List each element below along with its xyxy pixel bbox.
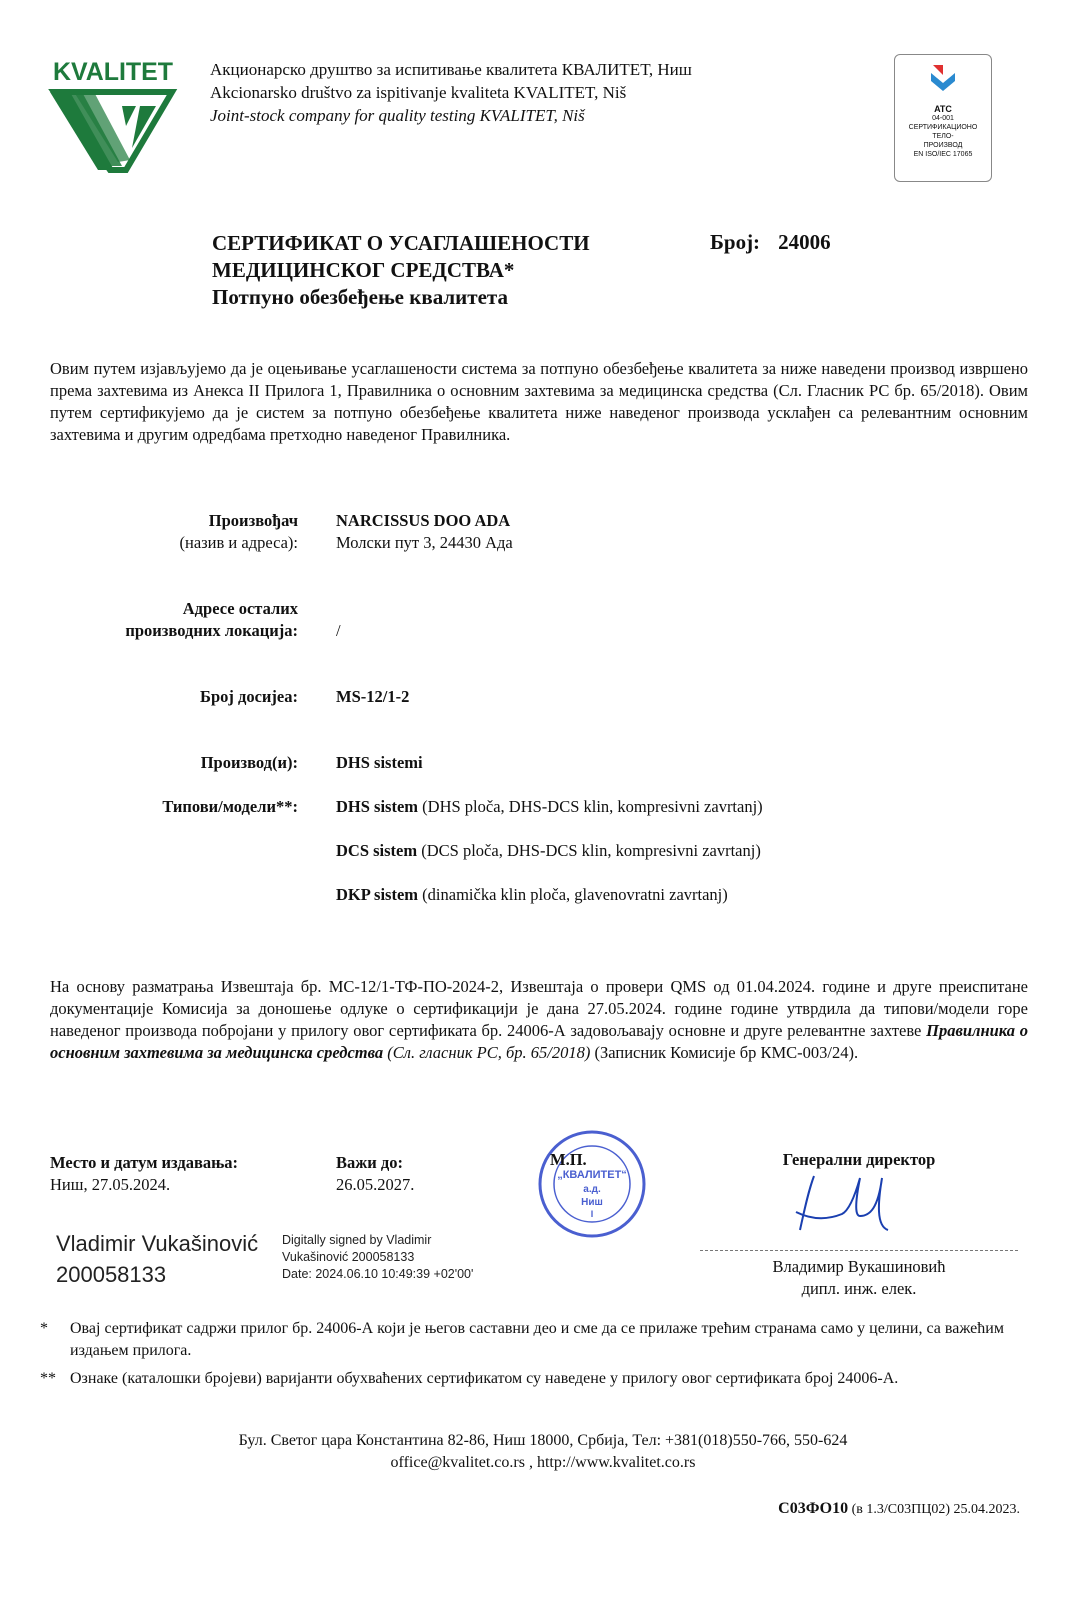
models-row (0, 796, 1086, 906)
intro-paragraph: Овим путем изјављујемо да је оцењивање усаглашености система за потпуно обезбеђење квалитета за ниже наведени производ извршено према захтевима из Анекса II Прилога 1, Правилника о основним захтевима за медицинска средства (Сл. Гласник РС бр. 65/2018). Овим путем сертификујемо да је систем за потпуно обезбеђење квалитета ниже наведеног производа усклађен са релевантним основним захтевима и другим одредбама претходно наведеног Правилника. (50, 359, 1028, 444)
company-stamp (536, 1128, 648, 1240)
model-item (336, 796, 763, 818)
other-sites-row (0, 598, 1086, 642)
place-date-label: Место и датум издавања: (50, 1153, 239, 1172)
director-name: Владимир Вукашиновић (772, 1257, 946, 1276)
footnote-text: Овај сертификат садржи прилог бр. 24006-А који је његов саставни део и сме да се прилаже трећим странама само у целини, са важећим издањем прилога. (70, 1320, 1004, 1359)
atc-icon (925, 61, 961, 97)
number-value: 24006 (778, 230, 831, 254)
other-sites-label-2: производних локација: (125, 621, 298, 640)
svg-text:а.д.: а.д. (583, 1184, 601, 1195)
kvalitet-logo (48, 56, 178, 174)
company-address (0, 1430, 1086, 1474)
regulation-name: Правилника о основним захтевима за медицинска средства (50, 1021, 1028, 1062)
title-line-2: МЕДИЦИНСКОГ СРЕДСТВА* (212, 258, 515, 282)
manufacturer-address: Молски пут 3, 24430 Ада (336, 533, 513, 552)
model-name: DHS sistem (336, 797, 419, 816)
footnote (40, 1368, 1030, 1390)
number-label: Број: (710, 230, 761, 254)
dossier-value: MS-12/1-2 (336, 687, 410, 706)
footnote (40, 1318, 1030, 1362)
director-degree: дипл. инж. елек. (801, 1279, 917, 1298)
director-name-block (700, 1256, 1018, 1300)
stamp-mark: М.П. (550, 1150, 587, 1169)
badge-standard: EN ISO/IEC 17065 (913, 151, 973, 158)
handwritten-signature-icon (786, 1172, 896, 1239)
gazette-ref: (Сл. гласник РС, бр. 65/2018) (383, 1043, 591, 1062)
products-value: DHS sistemi (336, 753, 423, 772)
address-line: Бул. Светог цара Константина 82-86, Ниш 18000, Србија, Тел: +381(018)550-766, 550-624 (238, 1432, 848, 1449)
certificate-title (212, 230, 590, 311)
org-name-english: Joint-stock company for quality testing KVALITET, Niš (210, 106, 585, 125)
footnote-text: Ознаке (каталошки бројеви) варијанти обухваћених сертификатом су наведене у прилогу овог сертификата број 24006-А. (70, 1370, 899, 1387)
other-sites-label-1: Адресе осталих (182, 599, 298, 618)
place-date-value: Ниш, 27.05.2024. (50, 1175, 171, 1194)
decision-text: На основу разматрања Извештаја бр. МС-12/1-ТФ-ПО-2024-2, Извештаја о провери QMS од 01.04.2024. године и друге преиспитане документације Комисија за доношење одлуке о сертификацији је дана 27.05.2024. године године утврдила да типови/модели горе наведеног производа побројани у прилогу овог сертификата бр. 24006-А задовољавају основне и друге релевантне захтеве (50, 977, 1028, 1040)
model-name: DCS sistem (336, 841, 418, 860)
digsig-line-1: Digitally signed by Vladimir (282, 1233, 432, 1247)
model-detail: (DHS ploča, DHS-DCS klin, kompresivni zavrtanj) (418, 797, 763, 816)
products-label: Производ(и): (200, 753, 298, 772)
model-item (336, 884, 728, 906)
digital-signature-details (282, 1232, 473, 1283)
footnote-mark: ** (40, 1370, 56, 1387)
models-label: Типови/модели**: (162, 797, 298, 816)
minutes-ref: (Записник Комисије бр КМС-003/24). (590, 1043, 859, 1062)
signer-id: 200058133 (56, 1262, 167, 1287)
form-code-version: (в 1.3/С03ПЦ02) (848, 1502, 950, 1517)
model-detail: (DCS ploča, DHS-DCS klin, kompresivni zavrtanj) (417, 841, 761, 860)
badge-code: 04-001 (932, 115, 954, 122)
form-code (778, 1500, 1020, 1518)
model-name: DKP sistem (336, 885, 419, 904)
model-item (336, 840, 761, 862)
manufacturer-sublabel: (назив и адреса): (179, 533, 298, 552)
footnote-mark: * (40, 1320, 48, 1337)
digsig-line-2: Vukašinović 200058133 (282, 1250, 415, 1264)
org-name-cyrillic: Акционарско друштво за испитивање квалитета КВАЛИТЕТ, Ниш (210, 60, 692, 79)
title-line-3: Потпуно обезбеђење квалитета (212, 285, 508, 309)
dossier-label: Број досијеа: (200, 687, 298, 706)
form-code-date: 25.04.2023. (950, 1502, 1020, 1517)
digsig-line-3: Date: 2024.06.10 10:49:39 +02'00' (282, 1267, 474, 1281)
issue-place-date (50, 1152, 238, 1196)
manufacturer-row (0, 510, 1086, 554)
products-row (0, 752, 1086, 774)
signer-name: Vladimir Vukašinović (56, 1231, 259, 1256)
badge-line1: СЕРТИФИКАЦИОНО (908, 124, 978, 131)
accreditation-badge (894, 54, 992, 182)
badge-line2: ТЕЛО- (932, 133, 954, 140)
svg-text:Ниш: Ниш (581, 1197, 603, 1208)
certificate-number (710, 230, 831, 255)
svg-text:KVALITET: KVALITET (53, 58, 173, 86)
contact-line[interactable]: office@kvalitet.co.rs , http://www.kvalitet.co.rs (390, 1454, 696, 1471)
other-sites-value: / (336, 621, 341, 640)
validity (336, 1152, 414, 1196)
form-code-id: С03ФО10 (778, 1500, 849, 1517)
svg-text:„КВАЛИТЕТ“: „КВАЛИТЕТ“ (557, 1169, 627, 1181)
organization-names (210, 58, 692, 127)
signature-line (700, 1250, 1018, 1251)
svg-text:I: I (590, 1209, 594, 1219)
director-title: Генерални директор (782, 1150, 936, 1169)
manufacturer-name: NARCISSUS DOO ADA (336, 511, 511, 530)
dossier-row (0, 686, 1086, 708)
badge-name: ATC (934, 104, 952, 114)
model-detail: (dinamička klin ploča, glavenovratni zavrtanj) (418, 885, 728, 904)
manufacturer-label: Произвођач (208, 511, 298, 530)
org-name-latin: Akcionarsko društvo za ispitivanje kvaliteta KVALITET, Niš (210, 83, 627, 102)
digital-signature-name (56, 1228, 258, 1290)
valid-until-label: Важи до: (336, 1153, 403, 1172)
title-line-1: СЕРТИФИКАТ О УСАГЛАШЕНОСТИ (212, 231, 590, 255)
decision-paragraph (50, 976, 1028, 1064)
valid-until-value: 26.05.2027. (336, 1175, 415, 1194)
badge-line3: ПРОИЗВОД (923, 142, 963, 149)
